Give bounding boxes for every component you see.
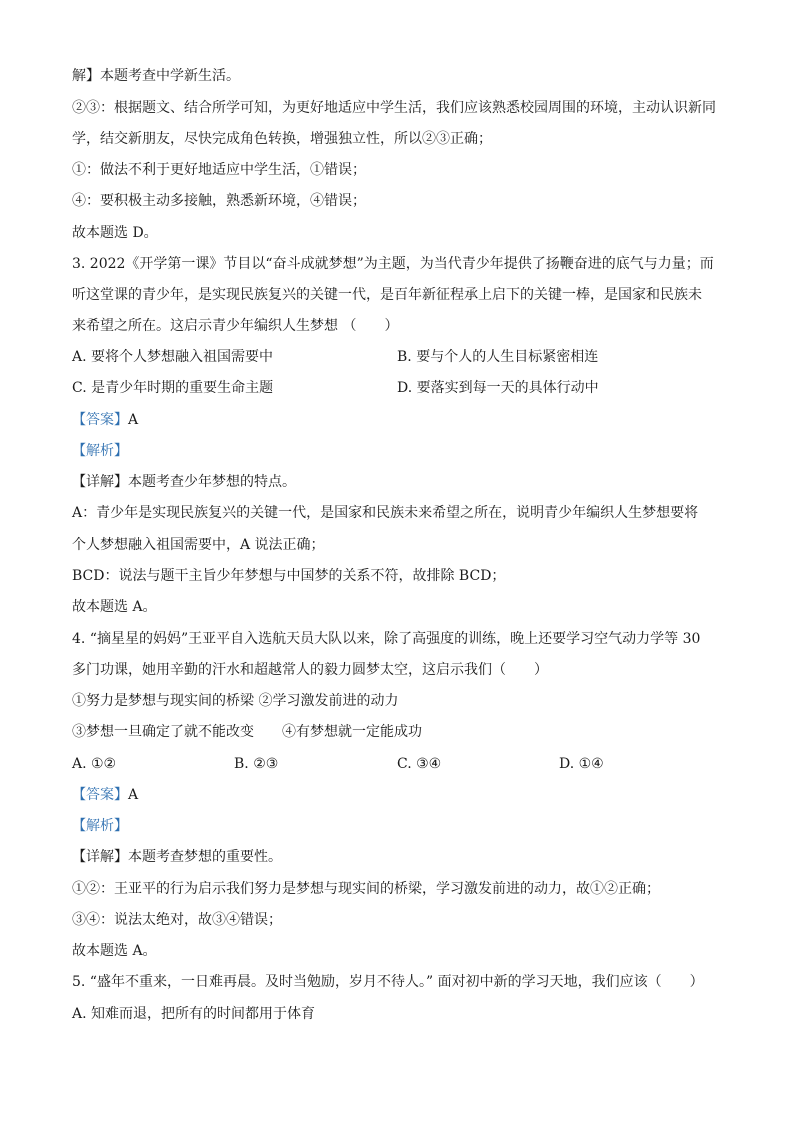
conclusion-line: 故本题选 A。 (72, 599, 157, 615)
detail-text: 本题考查梦想的重要性。 (128, 849, 282, 865)
answer-line (72, 785, 138, 805)
analysis-line: 个人梦想融入祖国需要中，A 说法正确； (72, 537, 325, 553)
analysis-line: ③④：说法太绝对，故③④错误； (72, 912, 282, 928)
detail-line (72, 847, 282, 867)
analysis-heading (72, 816, 128, 836)
question-3-stem: 来希望之所在。这启示青少年编织人生梦想 （ ） (72, 318, 399, 334)
question-5-stem: 5. “盛年不重来，一日难再晨。及时当勉励，岁月不待人。” 面对初中新的学习天地，我们应该（ ） (72, 974, 704, 990)
analysis-heading (72, 441, 128, 461)
question-4-option-d: D. ①④ (559, 756, 604, 772)
analysis-label: 【解析】 (72, 818, 128, 834)
conclusion-line: 故本题选 D。 (72, 225, 158, 241)
answer-line (72, 410, 138, 430)
question-4-option-c: C. ③④ (397, 756, 442, 772)
question-3-stem: 3. 2022《开学第一课》节目以“奋斗成就梦想”为主题，为当代青少年提供了扬鞭奋进的底气与力量；而 (72, 256, 714, 272)
analysis-line: 学，结交新朋友，尽快完成角色转换，增强独立性，所以②③正确； (72, 131, 492, 147)
detail-text: 本题考查少年梦想的特点。 (128, 474, 296, 490)
question-4-statements: ①努力是梦想与现实间的桥梁 ②学习激发前进的动力 (72, 693, 399, 709)
analysis-line: A：青少年是实现民族复兴的关键一代，是国家和民族未来希望之所在，说明青少年编织人生梦想要将 (72, 505, 699, 521)
question-3-option-b: B. 要与个人的人生目标紧密相连 (397, 349, 599, 365)
answer-value: A (128, 787, 139, 803)
detail-label: 【详解】 (72, 849, 128, 865)
question-4-statements: ③梦想一旦确定了就不能改变 ④有梦想就一定能成功 (72, 724, 422, 740)
analysis-line: ①②：王亚平的行为启示我们努力是梦想与现实间的桥梁，学习激发前进的动力，故①②正确； (72, 881, 660, 897)
detail-label: 【详解】 (72, 474, 128, 490)
analysis-line: ②③：根据题文、结合所学可知，为更好地适应中学生活，我们应该熟悉校园周围的环境，主动认识新同 (72, 100, 716, 116)
question-3-option-c: C. 是青少年时期的重要生命主题 (72, 380, 274, 396)
detail-line (72, 472, 296, 492)
question-3-option-d: D. 要落实到每一天的具体行动中 (397, 380, 599, 396)
analysis-line: ④：要积极主动多接触，熟悉新环境，④错误； (72, 193, 366, 209)
analysis-line: ①：做法不利于更好地适应中学生活，①错误； (72, 162, 366, 178)
question-4-option-a: A. ①② (72, 756, 117, 772)
question-3-stem: 听这堂课的青少年，是实现民族复兴的关键一代，是百年新征程承上启下的关键一棒，是国家和民族未 (72, 287, 702, 303)
analysis-topic-line: 解】本题考查中学新生活。 (72, 68, 240, 84)
answer-value: A (128, 412, 139, 428)
conclusion-line: 故本题选 A。 (72, 943, 157, 959)
analysis-line: BCD：说法与题干主旨少年梦想与中国梦的关系不符，故排除 BCD； (72, 568, 506, 584)
question-4-option-b: B. ②③ (234, 756, 279, 772)
analysis-label: 【解析】 (72, 443, 128, 459)
answer-label: 【答案】 (72, 412, 128, 428)
question-4-stem: 多门功课，她用辛勤的汗水和超越常人的毅力圆梦太空，这启示我们（ ） (72, 662, 548, 678)
question-3-option-a: A. 要将个人梦想融入祖国需要中 (72, 349, 274, 365)
answer-label: 【答案】 (72, 787, 128, 803)
question-5-option-a: A. 知难而退，把所有的时间都用于体育 (72, 1006, 316, 1022)
question-4-stem: 4. “摘星星的妈妈”王亚平自入选航天员大队以来，除了高强度的训练，晚上还要学习空气动力学等 30 (72, 631, 701, 647)
